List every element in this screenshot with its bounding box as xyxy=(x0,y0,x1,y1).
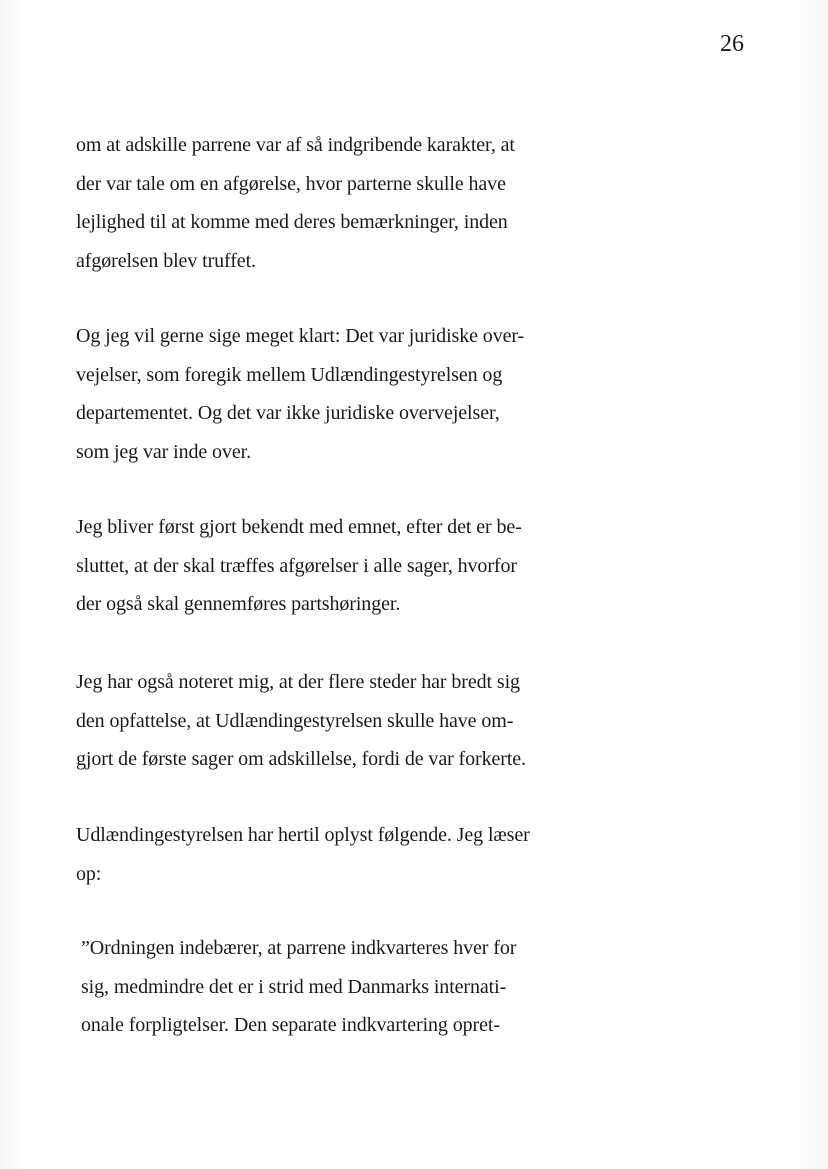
page-number: 26 xyxy=(720,31,744,57)
paragraph-3: Jeg bliver først gjort bekendt med emnet, efter det er be- sluttet, at der skal træffes afgørelser i alle sager, hvorfor der også skal gennemføres partshøringer. xyxy=(76,516,522,615)
paragraph-1: om at adskille parrene var af så indgribende karakter, at der var tale om en afgørelse, hvor parterne skulle have lejlighed til at komme med deres bemærkninger, inden afgørelsen blev truffet. xyxy=(76,134,515,272)
paragraph-5: Udlændingestyrelsen har hertil oplyst følgende. Jeg læser op: xyxy=(76,824,530,885)
block-quote: ”Ordningen indebærer, at parrene indkvarteres hver for sig, medmindre det er i strid med Danmarks internati- onale forpligtelser. Den separate indkvartering opret- xyxy=(81,937,517,1036)
paragraph-2: Og jeg vil gerne sige meget klart: Det var juridiske over- vejelser, som foregik mellem Udlændingestyrelsen og departementet. Og det var ikke juridiske overvejelser, som jeg var inde over. xyxy=(76,325,525,463)
paragraph-4: Jeg har også noteret mig, at der flere steder har bredt sig den opfattelse, at Udlændingestyrelsen skulle have om- gjort de første sager om adskillelse, fordi de var forkerte. xyxy=(76,671,526,770)
